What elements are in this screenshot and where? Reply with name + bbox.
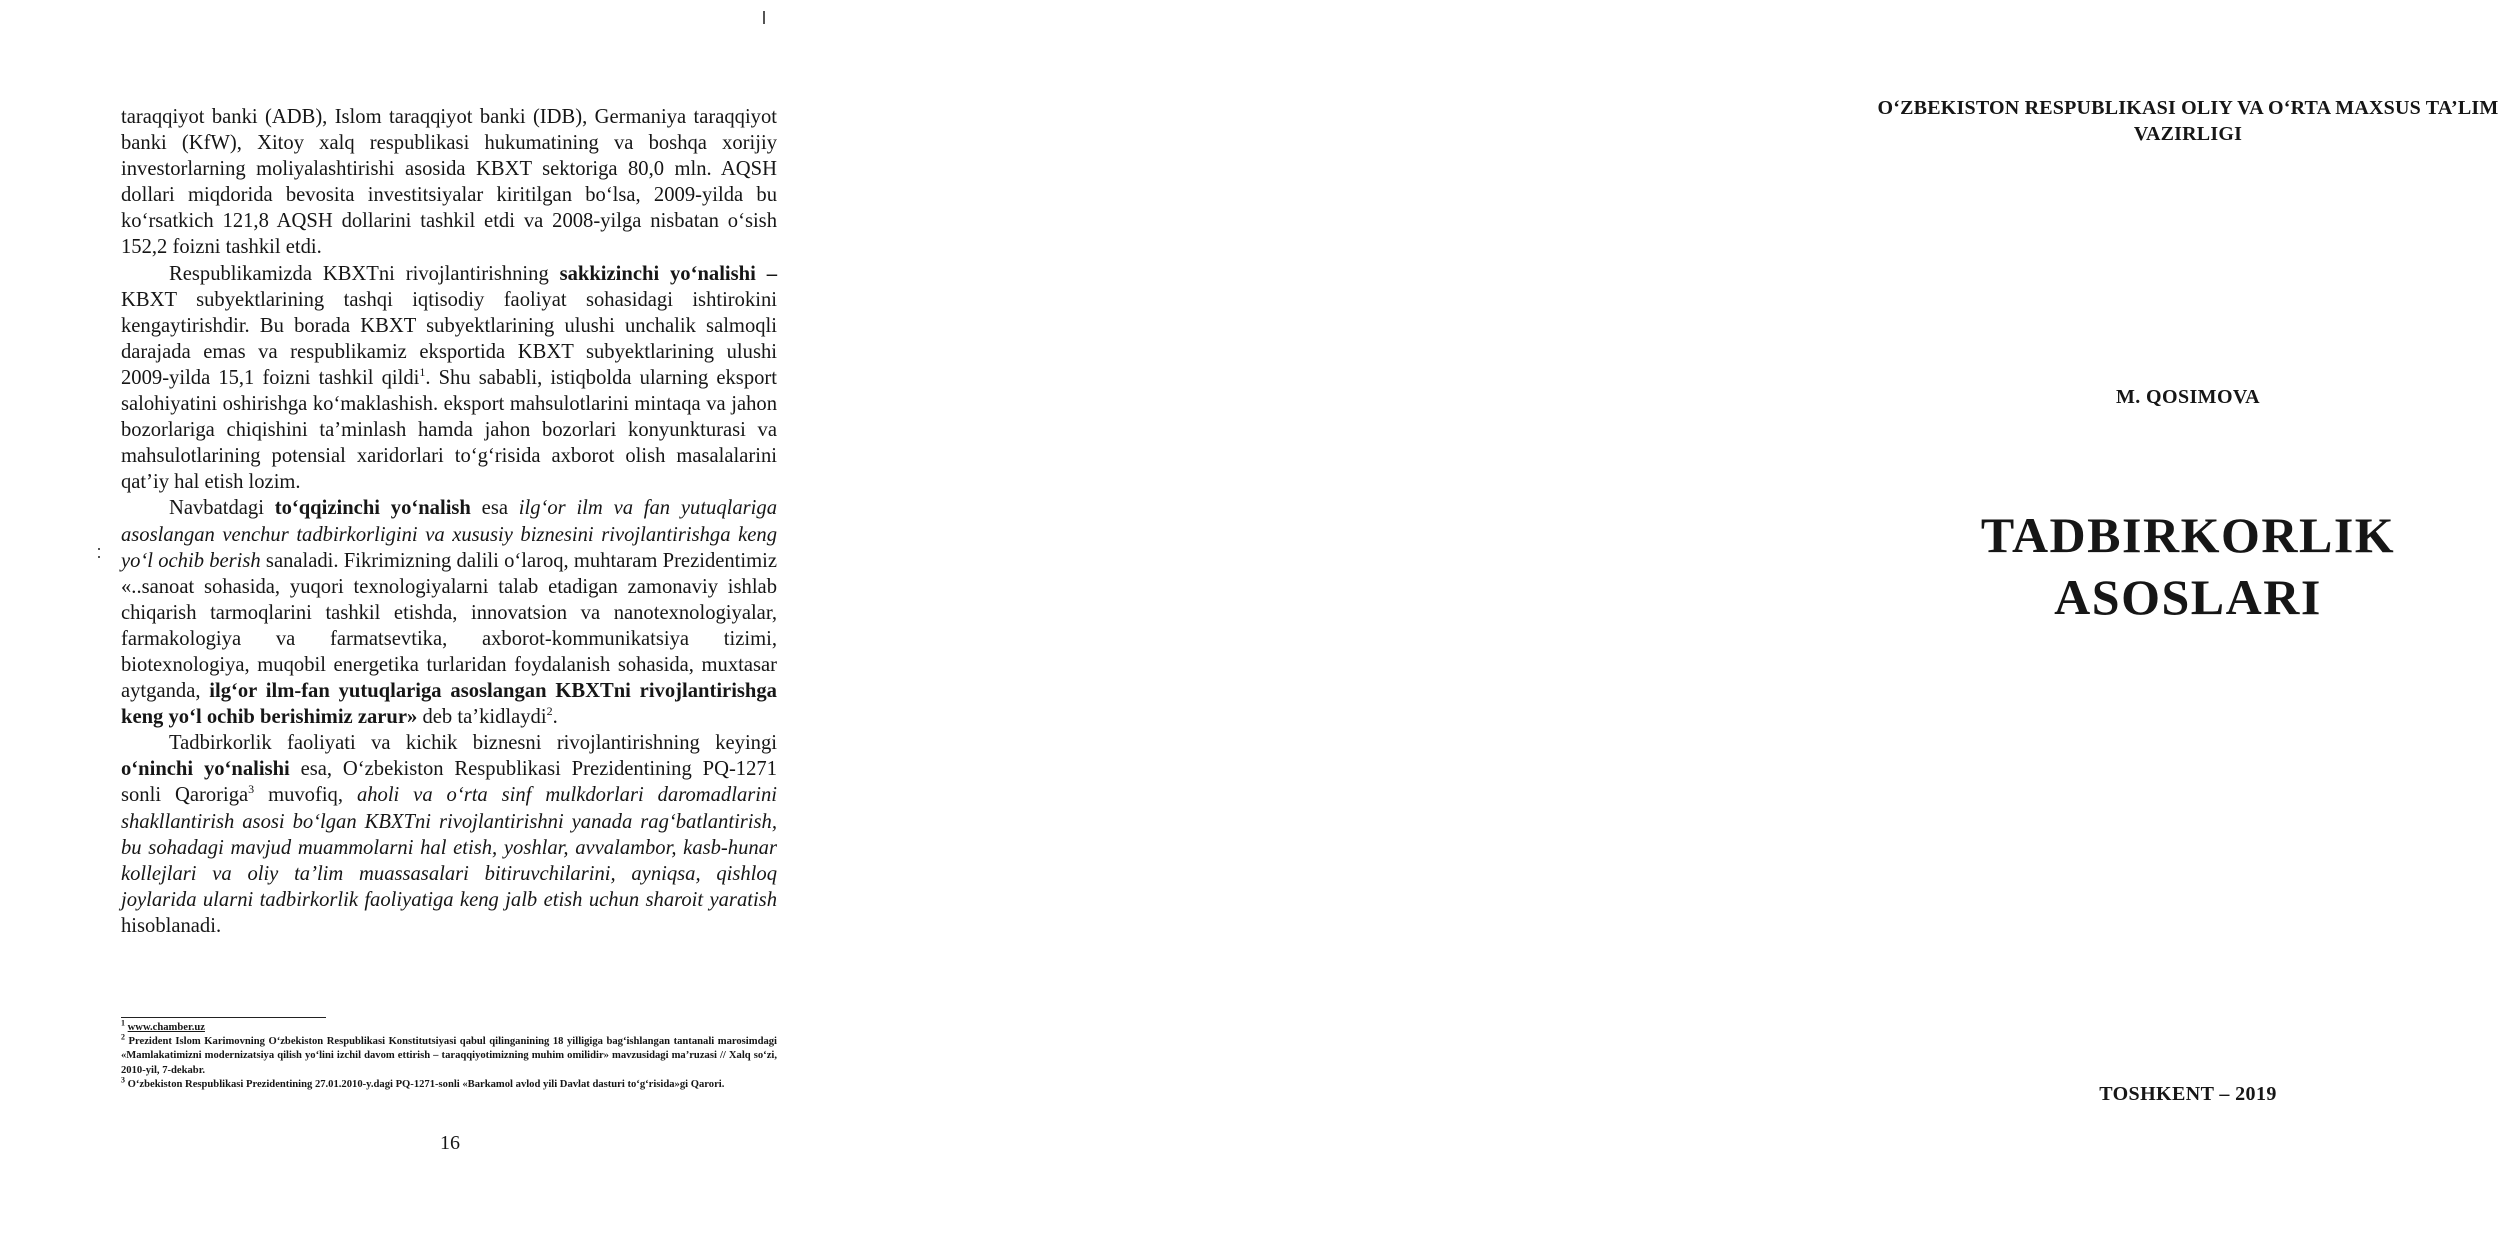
author-name: M. QOSIMOVA — [2115, 386, 2261, 408]
text-run: deb ta’kidlaydi — [417, 706, 547, 729]
right-page — [877, 0, 2499, 1240]
footnote-ref: 2 — [546, 704, 553, 719]
text-run: Respublikamizda KBXTni rivojlantirishning — [169, 262, 560, 285]
paragraph — [121, 104, 777, 261]
paragraph — [121, 261, 777, 496]
bold-run: sakkizinchi yo‘nalishi – — [559, 262, 777, 285]
footnote-separator — [121, 1017, 326, 1018]
scan-artifact-mark — [763, 11, 765, 24]
paragraph — [121, 495, 777, 730]
footnote-ref: 1 — [419, 365, 426, 380]
page-number: 16 — [440, 1132, 460, 1154]
footnote-text: O‘zbekiston Respublikasi Prezidentining 27.01.2010-y.dagi PQ-1271-sonli «Barkamol avlod yili Davlat dasturi to‘g‘risida»gi Qarori. — [127, 1078, 725, 1090]
footnote-text: Prezident Islom Karimovning O‘zbekiston Respublikasi Konstitutsiyasi qabul qilinganining 18 yilligiga bag‘ishlangan tantanali marosimdagi «Mamlakatimizni modernizatsiya qilish yo‘lini izchil davom ettirish – taraqqiyotimizning muhim omilidir» mavzusidagi ma’ruzasi // Xalq so‘zi, 2010-yil, 7-dekabr. — [121, 1036, 777, 1076]
body-text — [121, 104, 777, 939]
footnote — [121, 1075, 777, 1092]
text-run: hisoblanadi. — [121, 914, 222, 937]
text-run: Tadbirkorlik faoliyati va kichik biznesni rivojlantirishning keyingi — [169, 732, 777, 755]
text-run: esa — [470, 497, 519, 520]
book-title-line2: ASOSLARI — [2054, 569, 2322, 625]
text-run: . — [552, 706, 558, 729]
text-run: Navbatdagi — [169, 497, 275, 520]
book-title-line1: TADBIRKORLIK — [1980, 507, 2396, 563]
footnote-mark: 1 — [121, 1018, 125, 1028]
bold-run: ilg‘or ilm-fan yutuqlariga asoslangan KBXTni rivojlantirishga keng yo‘l ochib berishimiz zarur» — [121, 680, 777, 729]
italic-run: aholi va o‘rta sinf mulkdorlari daromadlarini shakllantirish asosi bo‘lgan KBXTni rivojlantirishni yanada rag‘batlantirish, bu sohadagi mavjud muammolarni hal etish, yoshlar, avvalambor, kasb-hunar kollejlari va oliy ta’lim muassasalari bitiruvchilarini, ayniqsa, qishloq joylarida ularni tadbirkorlik faoliyatiga keng jalb etish uchun sharoit yaratish — [121, 784, 778, 911]
text-run: muvofiq, — [254, 784, 357, 807]
footnote — [121, 1018, 777, 1035]
book-title — [1860, 504, 2516, 628]
bold-run: o‘ninchi yo‘nalishi — [121, 758, 290, 781]
left-page — [0, 0, 877, 1240]
text-run: KBXT subyektlarining tashqi iqtisodiy faoliyat sohasidagi ishtirokini kengaytirishdir. Bu borada KBXT subyektlarining ulushi unchalik salmoqli darajada emas va respublikamiz eksportida KBXT subyektlarining ulushi 2009-yilda 15,1 foizni tashkil qildi — [121, 288, 777, 389]
text-run: esa, O‘zbekiston Respublikasi Prezidentining PQ-1271 sonli Qaroriga — [121, 758, 777, 807]
text-run: taraqqiyot banki (ADB), Islom taraqqiyot banki (IDB), Germaniya taraqqiyot banki (KfW), Xitoy xalq respublikasi hukumatining va boshqa xorijiy investorlarning moliyalashtirishi asosida KBXT sektoriga 80,0 mln. AQSH dollari miqdorida bevosita investitsiyalar kiritilgan bo‘lsa, 2009-yilda bu ko‘rsatkich 121,8 AQSH dollarini tashkil etdi va 2008-yilga nisbatan o‘sish 152,2 foizni tashkil etdi. — [121, 106, 777, 259]
scan-artifact-dot — [98, 548, 100, 550]
footnote — [121, 1032, 777, 1078]
footnotes — [121, 1018, 777, 1092]
place-year: TOSHKENT – 2019 — [2099, 1083, 2277, 1105]
scan-artifact-dot — [98, 556, 100, 558]
text-run: . Shu sababli, istiqbolda ularning eksport salohiyatini oshirishga ko‘maklashish. eksport mahsulotlarini mintaqa va jahon bozorlariga chiqishini ta’minlash hamda jahon bozorlari konyunkturasi va mahsulotlarining potensial xaridorlari to‘g‘risida axborot olish masalalarini qat’iy hal etish lozim. — [121, 366, 777, 494]
footnote-mark: 3 — [121, 1075, 125, 1085]
italic-run: ilg‘or ilm va fan yutuqlariga asoslangan venchur tadbirkorligini va xususiy biznesini rivojlantirishga keng yo‘l ochib berish — [121, 497, 777, 572]
paragraph — [121, 730, 777, 939]
footnote-mark: 2 — [121, 1032, 125, 1042]
footnote-ref: 3 — [248, 782, 255, 797]
footnote-link[interactable]: www.chamber.uz — [127, 1022, 205, 1033]
bold-run: to‘qqizinchi yo‘nalish — [274, 497, 471, 520]
ministry-heading: O‘ZBEKISTON RESPUBLIKASI OLIY VA O‘RTA MAXSUS TA’LIM VAZIRLIGI — [1877, 97, 2499, 145]
text-run: sanaladi. Fikrimizning dalili o‘laroq, muhtaram Prezidentimiz «..sanoat sohasida, yuqori texnologiyalarni talab etadigan zamonaviy ishlab chiqarish tarmoqlarini tashkil etishda, innovatsion va nanotexnologiyalar, farmakologiya va farmatsevtika, axborot-kommunikatsiya tizimi, biotexnologiya, muqobil energetika turlaridan foydalanish sohasida, muxtasar aytganda, — [121, 549, 777, 703]
